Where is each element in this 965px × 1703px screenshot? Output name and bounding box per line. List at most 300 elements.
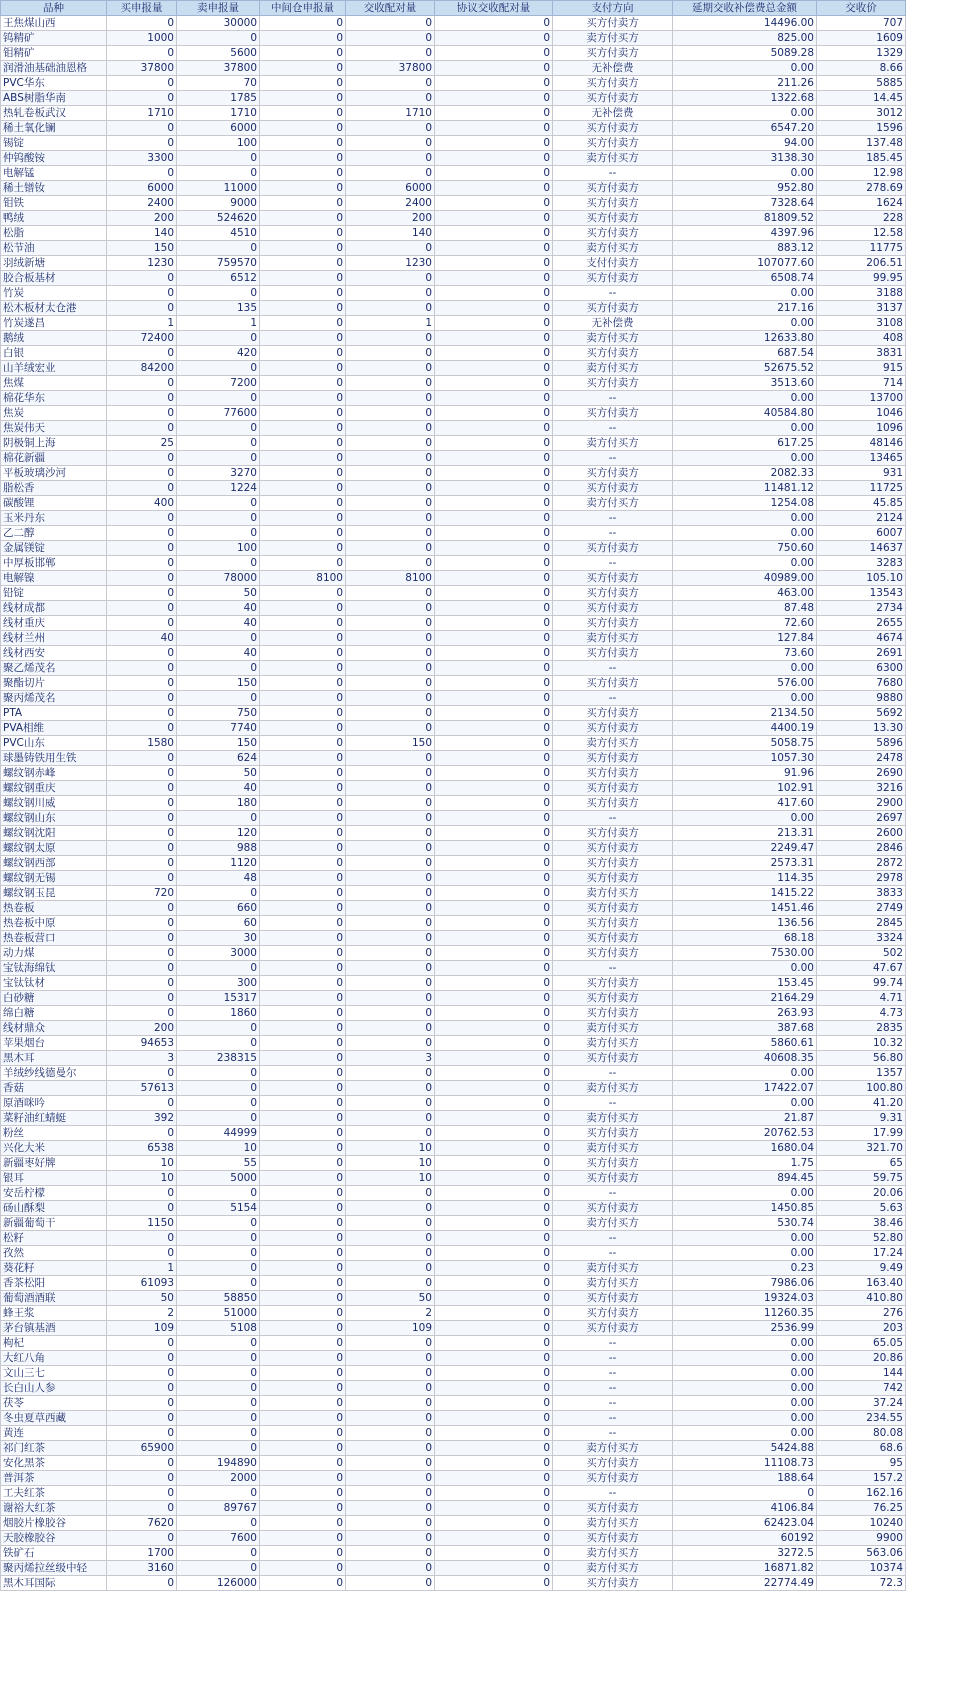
cell-agreement-qty: 0 [435,1171,553,1186]
cell-match-qty: 0 [346,361,435,376]
table-row [1,16,906,31]
cell-price: 203 [817,1321,906,1336]
cell-buy-qty: 1580 [107,736,177,751]
cell-variety: 螺纹钢无锡 [1,871,107,886]
cell-agreement-qty: 0 [435,406,553,421]
cell-middle-qty: 0 [260,481,346,496]
cell-compensation: 3513.60 [673,376,817,391]
cell-agreement-qty: 0 [435,511,553,526]
cell-middle-qty: 0 [260,796,346,811]
cell-match-qty: 0 [346,1456,435,1471]
cell-buy-qty: 0 [107,961,177,976]
cell-agreement-qty: 0 [435,226,553,241]
cell-compensation: 0.00 [673,1246,817,1261]
cell-middle-qty: 0 [260,121,346,136]
cell-variety: 阴极铜上海 [1,436,107,451]
cell-match-qty: 0 [346,1516,435,1531]
cell-variety: 聚酯切片 [1,676,107,691]
cell-sell-qty: 77600 [177,406,260,421]
table-row [1,1141,906,1156]
cell-buy-qty: 1150 [107,1216,177,1231]
cell-match-qty: 0 [346,271,435,286]
cell-compensation: 211.26 [673,76,817,91]
cell-middle-qty: 0 [260,466,346,481]
cell-compensation: 127.84 [673,631,817,646]
cell-buy-qty: 0 [107,781,177,796]
cell-price: 6300 [817,661,906,676]
cell-middle-qty: 0 [260,961,346,976]
cell-sell-qty: 194890 [177,1456,260,1471]
cell-direction: 卖方付买方 [553,1561,673,1576]
cell-sell-qty: 7740 [177,721,260,736]
cell-match-qty: 0 [346,241,435,256]
cell-buy-qty: 0 [107,526,177,541]
cell-price: 2655 [817,616,906,631]
cell-middle-qty: 0 [260,391,346,406]
table-row [1,286,906,301]
cell-compensation: 0.00 [673,811,817,826]
cell-compensation: 883.12 [673,241,817,256]
cell-price: 3137 [817,301,906,316]
cell-agreement-qty: 0 [435,1396,553,1411]
cell-sell-qty: 150 [177,676,260,691]
cell-sell-qty: 150 [177,736,260,751]
table-row [1,1456,906,1471]
cell-direction: 买方付卖方 [553,901,673,916]
cell-sell-qty: 0 [177,511,260,526]
cell-sell-qty: 524620 [177,211,260,226]
cell-direction: 卖方付买方 [553,1441,673,1456]
cell-match-qty: 0 [346,781,435,796]
cell-sell-qty: 0 [177,1036,260,1051]
cell-direction: -- [553,1351,673,1366]
cell-middle-qty: 0 [260,706,346,721]
cell-variety: 金属镁锭 [1,541,107,556]
cell-direction: 买方付卖方 [553,646,673,661]
cell-agreement-qty: 0 [435,1021,553,1036]
cell-price: 931 [817,466,906,481]
cell-price: 45.85 [817,496,906,511]
cell-buy-qty: 0 [107,1531,177,1546]
cell-variety: 稀土镨钕 [1,181,107,196]
table-row [1,241,906,256]
cell-buy-qty: 0 [107,841,177,856]
cell-agreement-qty: 0 [435,526,553,541]
table-row [1,196,906,211]
cell-compensation: 1.75 [673,1156,817,1171]
cell-direction: 买方付卖方 [553,856,673,871]
cell-agreement-qty: 0 [435,1381,553,1396]
cell-direction: 买方付卖方 [553,571,673,586]
cell-compensation: 72.60 [673,616,817,631]
cell-middle-qty: 0 [260,826,346,841]
cell-buy-qty: 0 [107,691,177,706]
cell-match-qty: 6000 [346,181,435,196]
cell-match-qty: 10 [346,1141,435,1156]
cell-price: 10.32 [817,1036,906,1051]
table-row [1,91,906,106]
cell-agreement-qty: 0 [435,766,553,781]
table-row [1,1126,906,1141]
cell-agreement-qty: 0 [435,781,553,796]
cell-match-qty: 0 [346,466,435,481]
cell-sell-qty: 1120 [177,856,260,871]
cell-variety: 松节油 [1,241,107,256]
table-row [1,901,906,916]
cell-match-qty: 0 [346,1426,435,1441]
cell-direction: 买方付卖方 [553,406,673,421]
table-row [1,181,906,196]
cell-variety: 乙二醇 [1,526,107,541]
cell-direction: 买方付卖方 [553,1006,673,1021]
cell-buy-qty: 0 [107,91,177,106]
cell-agreement-qty: 0 [435,601,553,616]
cell-compensation: 0.00 [673,511,817,526]
cell-variety: 祁门红茶 [1,1441,107,1456]
cell-sell-qty: 120 [177,826,260,841]
cell-sell-qty: 1 [177,316,260,331]
table-row [1,436,906,451]
cell-match-qty: 109 [346,1321,435,1336]
cell-agreement-qty: 0 [435,286,553,301]
cell-price: 11775 [817,241,906,256]
cell-variety: 钼铁 [1,196,107,211]
cell-middle-qty: 0 [260,871,346,886]
col-header-match-qty: 交收配对量 [346,1,435,16]
cell-direction: -- [553,1381,673,1396]
cell-price: 1046 [817,406,906,421]
cell-compensation: 52675.52 [673,361,817,376]
cell-middle-qty: 0 [260,1486,346,1501]
cell-price: 38.46 [817,1216,906,1231]
cell-compensation: 5058.75 [673,736,817,751]
cell-direction: -- [553,1396,673,1411]
cell-buy-qty: 0 [107,46,177,61]
cell-buy-qty: 0 [107,511,177,526]
cell-direction: 买方付卖方 [553,916,673,931]
cell-compensation: 0.00 [673,106,817,121]
cell-price: 137.48 [817,136,906,151]
cell-sell-qty: 0 [177,1486,260,1501]
table-row [1,1561,906,1576]
cell-price: 100.80 [817,1081,906,1096]
cell-agreement-qty: 0 [435,886,553,901]
cell-agreement-qty: 0 [435,481,553,496]
table-row [1,271,906,286]
cell-variety: 钨精矿 [1,31,107,46]
cell-variety: 鸭绒 [1,211,107,226]
cell-match-qty: 0 [346,1081,435,1096]
cell-match-qty: 0 [346,1546,435,1561]
cell-compensation: 825.00 [673,31,817,46]
cell-variety: 热卷板 [1,901,107,916]
cell-match-qty: 0 [346,676,435,691]
cell-sell-qty: 1860 [177,1006,260,1021]
cell-agreement-qty: 0 [435,1141,553,1156]
cell-match-qty: 0 [346,511,435,526]
cell-direction: 买方付卖方 [553,1291,673,1306]
cell-buy-qty: 0 [107,1336,177,1351]
cell-variety: 聚丙烯拉丝级中轻 [1,1561,107,1576]
cell-buy-qty: 0 [107,1186,177,1201]
cell-compensation: 40584.80 [673,406,817,421]
cell-price: 276 [817,1306,906,1321]
cell-match-qty: 0 [346,1096,435,1111]
cell-buy-qty: 3 [107,1051,177,1066]
table-row [1,601,906,616]
cell-agreement-qty: 0 [435,916,553,931]
cell-variety: 热卷板中原 [1,916,107,931]
cell-sell-qty: 750 [177,706,260,721]
cell-buy-qty: 0 [107,811,177,826]
cell-direction: -- [553,1246,673,1261]
cell-buy-qty: 0 [107,1126,177,1141]
cell-direction: 买方付卖方 [553,1171,673,1186]
cell-variety: 铅锭 [1,586,107,601]
cell-match-qty: 0 [346,961,435,976]
cell-price: 13.30 [817,721,906,736]
cell-compensation: 0.00 [673,316,817,331]
cell-agreement-qty: 0 [435,136,553,151]
cell-sell-qty: 0 [177,361,260,376]
cell-variety: PVC山东 [1,736,107,751]
cell-buy-qty: 0 [107,871,177,886]
cell-match-qty: 0 [346,556,435,571]
cell-direction: -- [553,511,673,526]
table-row [1,1441,906,1456]
cell-middle-qty: 0 [260,811,346,826]
cell-variety: 线材西安 [1,646,107,661]
cell-direction: 买方付卖方 [553,1321,673,1336]
cell-price: 2690 [817,766,906,781]
cell-buy-qty: 0 [107,856,177,871]
cell-compensation: 0.00 [673,421,817,436]
cell-buy-qty: 1 [107,316,177,331]
cell-agreement-qty: 0 [435,1351,553,1366]
cell-buy-qty: 0 [107,1411,177,1426]
cell-sell-qty: 0 [177,1516,260,1531]
cell-direction: 买方付卖方 [553,601,673,616]
cell-compensation: 0.00 [673,1066,817,1081]
cell-buy-qty: 0 [107,991,177,1006]
table-row [1,61,906,76]
cell-variety: 宝钛海绵钛 [1,961,107,976]
cell-direction: 无补偿费 [553,106,673,121]
cell-direction: 买方付卖方 [553,541,673,556]
cell-buy-qty: 0 [107,751,177,766]
cell-variety: 螺纹钢西部 [1,856,107,871]
table-row [1,421,906,436]
cell-agreement-qty: 0 [435,1156,553,1171]
cell-compensation: 0.00 [673,1186,817,1201]
cell-price: 14637 [817,541,906,556]
cell-compensation: 2134.50 [673,706,817,721]
cell-middle-qty: 0 [260,1411,346,1426]
cell-compensation: 0.00 [673,1381,817,1396]
cell-agreement-qty: 0 [435,1051,553,1066]
cell-agreement-qty: 0 [435,1096,553,1111]
table-row [1,256,906,271]
cell-match-qty: 0 [346,1396,435,1411]
cell-buy-qty: 0 [107,946,177,961]
cell-direction: 买方付卖方 [553,481,673,496]
cell-buy-qty: 1 [107,1261,177,1276]
cell-sell-qty: 0 [177,1261,260,1276]
cell-variety: 螺纹钢山东 [1,811,107,826]
cell-sell-qty: 3000 [177,946,260,961]
cell-middle-qty: 0 [260,1171,346,1186]
cell-compensation: 11260.35 [673,1306,817,1321]
cell-buy-qty: 1230 [107,256,177,271]
table-row [1,391,906,406]
table-row [1,916,906,931]
table-row [1,1111,906,1126]
cell-direction: 买方付卖方 [553,781,673,796]
cell-match-qty: 0 [346,691,435,706]
cell-middle-qty: 0 [260,1396,346,1411]
cell-agreement-qty: 0 [435,1561,553,1576]
cell-compensation: 73.60 [673,646,817,661]
table-row [1,856,906,871]
cell-buy-qty: 61093 [107,1276,177,1291]
cell-variety: 脂松香 [1,481,107,496]
cell-match-qty: 10 [346,1171,435,1186]
cell-price: 13465 [817,451,906,466]
cell-match-qty: 0 [346,331,435,346]
cell-compensation: 2536.99 [673,1321,817,1336]
cell-middle-qty: 0 [260,751,346,766]
table-row [1,841,906,856]
cell-variety: ABS树脂华南 [1,91,107,106]
cell-match-qty: 0 [346,601,435,616]
cell-middle-qty: 0 [260,1276,346,1291]
cell-compensation: 68.18 [673,931,817,946]
table-row [1,1531,906,1546]
cell-sell-qty: 0 [177,391,260,406]
cell-price: 10374 [817,1561,906,1576]
cell-direction: 买方付卖方 [553,121,673,136]
cell-price: 20.86 [817,1351,906,1366]
cell-variety: 松籽 [1,1231,107,1246]
cell-match-qty: 0 [346,1111,435,1126]
cell-agreement-qty: 0 [435,121,553,136]
cell-agreement-qty: 0 [435,76,553,91]
cell-price: 502 [817,946,906,961]
cell-price: 563.06 [817,1546,906,1561]
cell-match-qty: 1 [346,316,435,331]
cell-sell-qty: 5600 [177,46,260,61]
cell-middle-qty: 0 [260,1381,346,1396]
cell-middle-qty: 0 [260,106,346,121]
cell-price: 48146 [817,436,906,451]
cell-agreement-qty: 0 [435,1291,553,1306]
cell-compensation: 0.00 [673,61,817,76]
cell-middle-qty: 0 [260,691,346,706]
cell-compensation: 0.00 [673,661,817,676]
cell-buy-qty: 0 [107,1351,177,1366]
cell-agreement-qty: 0 [435,391,553,406]
cell-direction: 买方付卖方 [553,16,673,31]
cell-middle-qty: 0 [260,361,346,376]
cell-agreement-qty: 0 [435,451,553,466]
cell-direction: 买方付卖方 [553,946,673,961]
cell-sell-qty: 0 [177,1096,260,1111]
cell-middle-qty: 0 [260,1456,346,1471]
cell-sell-qty: 0 [177,1246,260,1261]
cell-price: 68.6 [817,1441,906,1456]
cell-sell-qty: 0 [177,421,260,436]
cell-variety: 葵花籽 [1,1261,107,1276]
cell-middle-qty: 0 [260,1426,346,1441]
cell-price: 17.24 [817,1246,906,1261]
cell-match-qty: 0 [346,376,435,391]
cell-compensation: 263.93 [673,1006,817,1021]
cell-match-qty: 0 [346,1576,435,1591]
cell-compensation: 1415.22 [673,886,817,901]
cell-price: 20.06 [817,1186,906,1201]
cell-compensation: 22774.49 [673,1576,817,1591]
cell-sell-qty: 89767 [177,1501,260,1516]
cell-direction: 买方付卖方 [553,931,673,946]
cell-match-qty: 10 [346,1156,435,1171]
cell-compensation: 153.45 [673,976,817,991]
cell-variety: 新疆枣好牌 [1,1156,107,1171]
cell-match-qty: 0 [346,496,435,511]
cell-compensation: 0.00 [673,526,817,541]
cell-compensation: 40989.00 [673,571,817,586]
cell-price: 3831 [817,346,906,361]
cell-middle-qty: 0 [260,856,346,871]
cell-price: 185.45 [817,151,906,166]
cell-price: 2124 [817,511,906,526]
cell-agreement-qty: 0 [435,331,553,346]
cell-agreement-qty: 0 [435,1126,553,1141]
cell-match-qty: 150 [346,736,435,751]
cell-sell-qty: 5000 [177,1171,260,1186]
cell-middle-qty: 0 [260,196,346,211]
cell-direction: -- [553,1096,673,1111]
cell-direction: 买方付卖方 [553,616,673,631]
table-header-row [1,1,906,16]
cell-compensation: 1680.04 [673,1141,817,1156]
cell-price: 206.51 [817,256,906,271]
cell-direction: 买方付卖方 [553,1531,673,1546]
cell-variety: 螺纹钢重庆 [1,781,107,796]
cell-direction: 卖方付买方 [553,361,673,376]
cell-agreement-qty: 0 [435,1411,553,1426]
table-row [1,376,906,391]
cell-buy-qty: 109 [107,1321,177,1336]
table-row [1,796,906,811]
cell-direction: -- [553,556,673,571]
cell-variety: 粉丝 [1,1126,107,1141]
cell-direction: 买方付卖方 [553,196,673,211]
table-row [1,1246,906,1261]
cell-price: 8.66 [817,61,906,76]
cell-agreement-qty: 0 [435,256,553,271]
cell-buy-qty: 40 [107,631,177,646]
cell-middle-qty: 0 [260,1051,346,1066]
cell-variety: 新疆葡萄干 [1,1216,107,1231]
cell-direction: 买方付卖方 [553,91,673,106]
cell-price: 3012 [817,106,906,121]
table-row [1,751,906,766]
cell-direction: 买方付卖方 [553,796,673,811]
cell-variety: PVC华东 [1,76,107,91]
table-row [1,106,906,121]
cell-variety: 文山三七 [1,1366,107,1381]
cell-sell-qty: 100 [177,136,260,151]
